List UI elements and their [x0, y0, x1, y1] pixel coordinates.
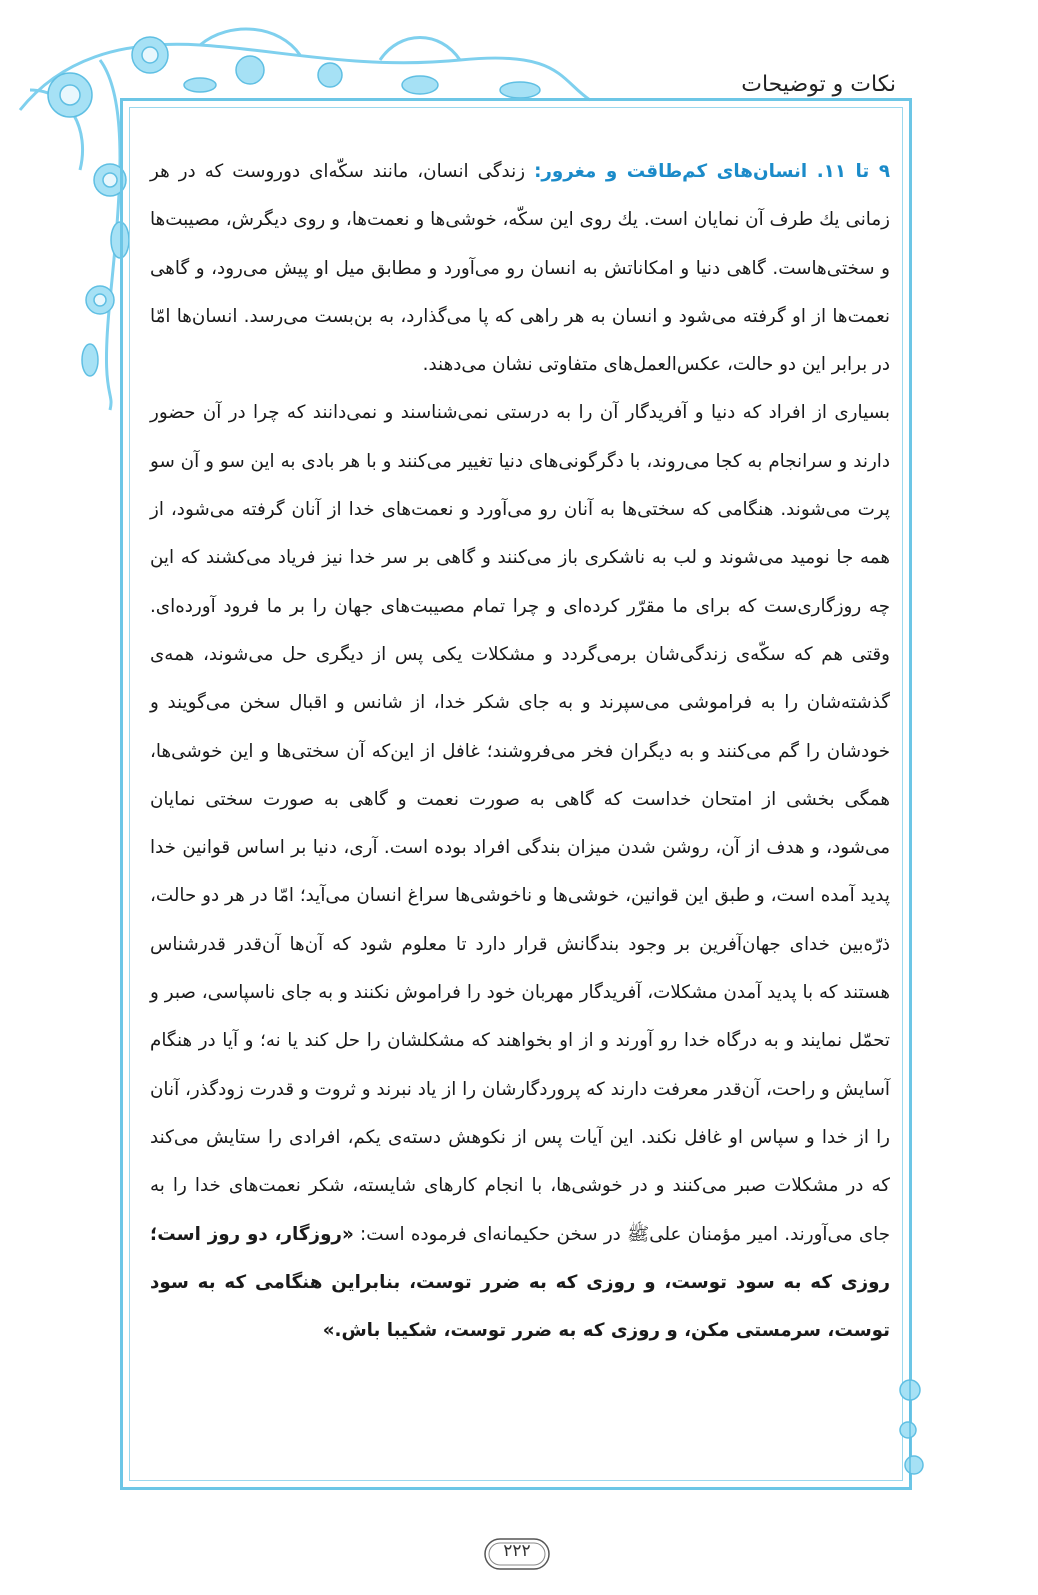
- main-text: [150, 148, 890, 1355]
- page-number: ۲۲۲: [503, 1541, 531, 1561]
- paragraph-2-mid: در سخن حکیمانه‌ای فرموده است:: [353, 1223, 628, 1245]
- page-header-title: نکات و توضیحات: [741, 72, 896, 97]
- paragraph-2-text: بسیاری از افراد که دنیا و آفریدگار آن را به درستی نمی‌شناسند و نمی‌دانند که چرا در آن حضور دارند و سرانجام به کجا می‌روند، با دگرگونی‌های دنیا تغییر می‌کنند و با هر بادی به این سو و آن سو پرت می‌شوند. هنگامی که سختی‌ها به آنان رو می‌آورد و نعمت‌های خدا از آنان گرفته می‌شود، از همه جا نومید می‌شوند و لب به ناشکری باز می‌کنند و گاهی بر سر خدا نیز فریاد می‌کشند که این چه روزگاری‌ست که برای ما مقرّر کرده‌ای و چرا تمام مصیبت‌های جهان را بر ما فرود آورده‌ای. وقتی هم که سکّه‌ی زندگی‌شان برمی‌گردد و مشکلات یکی پس از دیگری حل می‌شوند، همه‌ی گذشته‌شان را به فراموشی می‌سپرند و به جای شکر خدا، از شانس و اقبال سخن می‌گویند و خودشان را گم می‌کنند و به دیگران فخر می‌فروشند؛ غافل از این‌که آن سختی‌ها و این خوشی‌ها، همگی بخشی از امتحان خداست که گاهی به صورت نعمت و گاهی به صورت سختی نمایان می‌شود، و هدف از آن، روشن شدن میزان بندگی افراد بوده است. آری، دنیا بر اساس قوانین خدا پدید آمده است، و طبق این قوانین، خوشی‌ها و ناخوشی‌ها سراغ انسان می‌آید؛ امّا در هر دو حالت، ذرّه‌بین خدای جهان‌آفرین بر وجود بندگانش قرار دارد تا معلوم شود که آن‌ها آن‌قدر قدرشناس هستند که با پدید آمدن مشکلات، آفریدگار مهربان خود را فراموش نکنند و به جای ناسپاسی، صبر و تحمّل نمایند و به درگاه خدا رو آورند و از او بخواهند که مشکلشان را حل کند یا نه؛ و آیا در هنگام آسایش و راحت، آن‌قدر معرفت دارند که پروردگارشان را از یاد نبرند و ثروت و قدرت زودگذر، آنان را از خدا و سپاس او غافل نکند. این آیات پس از نکوهش دسته‌ی یکم، افرادی را ستایش می‌کند که در مشکلات صبر می‌کنند و در خوشی‌ها، با انجام کارهای شایسته، شکر نعمت‌های خدا را به جای می‌آورند. امیر مؤمنان علی: [150, 402, 890, 1245]
- paragraph-1: [150, 148, 890, 389]
- section-heading: ۹ تا ۱۱. انسان‌های کم‌طاقت و مغرور:: [534, 161, 891, 182]
- hadith-quote: «روزگار، دو روز است؛ روزی که به سود توست، و روزی که به ضرر توست، بنابراین هنگامی که به سود توست، سرمستی مکن، و روزی که به ضرر توست، شکیبا باش.»: [150, 1223, 890, 1342]
- paragraph-1-text: زندگی انسان، مانند سکّه‌ای دوروست که در هر زمانی یك طرف آن نمایان است. یك روی این سکّه، خوشی‌ها و نعمت‌ها، و روی دیگرش، مصیبت‌ها و سختی‌هاست. گاهی دنیا و امکاناتش به انسان رو می‌آورد و مطابق میل او پیش می‌رود، و گاهی نعمت‌ها از او گرفته می‌شود و انسان به هر راهی که پا می‌گذارد، به بن‌بست می‌رسد. انسان‌ها امّا در برابر این دو حالت، عکس‌العمل‌های متفاوتی نشان می‌دهند.: [150, 161, 890, 376]
- paragraph-2: [150, 389, 890, 1355]
- honorific-symbol: ﷺ: [627, 1223, 650, 1245]
- corner-ornament-icon: [880, 1370, 940, 1490]
- page-number-badge: [483, 1537, 551, 1571]
